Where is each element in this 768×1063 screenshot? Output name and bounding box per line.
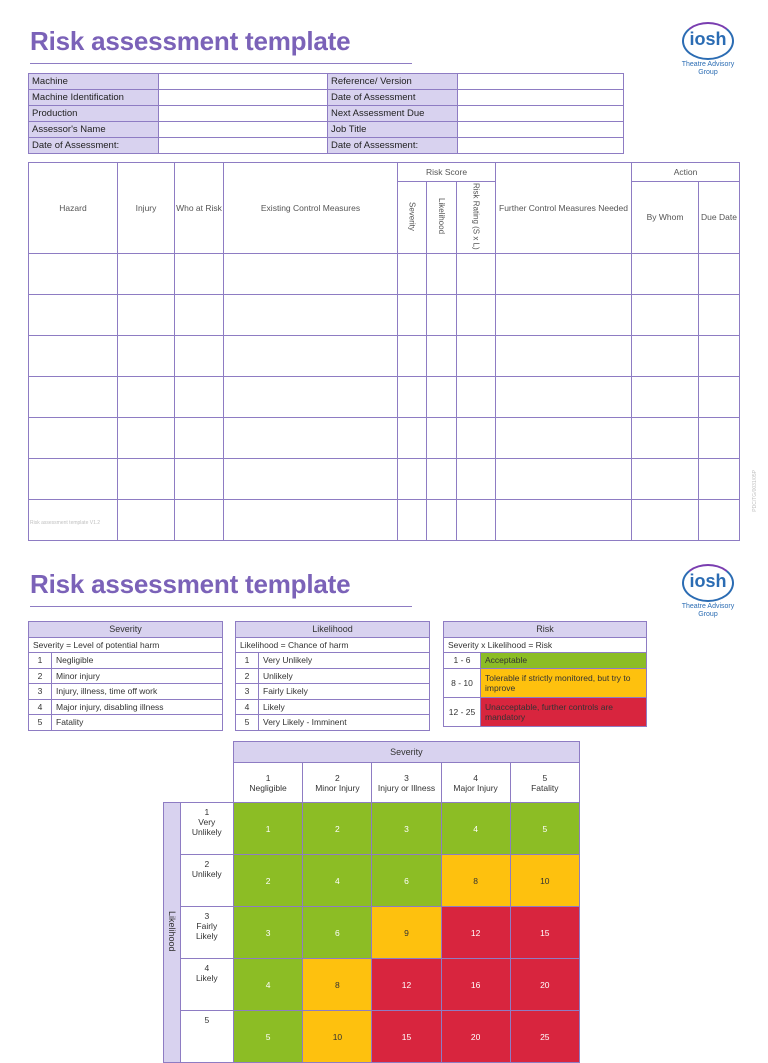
matrix-col-label: Negligible xyxy=(249,782,287,793)
table-cell-input[interactable] xyxy=(175,417,224,458)
table-cell-input[interactable] xyxy=(427,417,457,458)
table-cell-input[interactable] xyxy=(632,376,699,417)
likelihood-legend-title: Likelihood xyxy=(236,622,430,638)
info-label: Production xyxy=(29,106,159,122)
table-cell-input[interactable] xyxy=(632,335,699,376)
matrix-cell: 2 xyxy=(233,855,303,907)
table-cell-input[interactable] xyxy=(699,253,740,294)
table-cell-input[interactable] xyxy=(496,458,632,499)
col-due-date: Due Date xyxy=(699,182,740,254)
table-cell-input[interactable] xyxy=(398,417,427,458)
info-row xyxy=(29,90,624,106)
table-cell-input[interactable] xyxy=(427,376,457,417)
table-cell-input[interactable] xyxy=(29,335,118,376)
table-row xyxy=(29,499,740,540)
severity-num: 5 xyxy=(29,715,52,731)
risk-range: 12 - 25 xyxy=(444,697,481,726)
info-row xyxy=(29,106,624,122)
matrix-col-number: 3 xyxy=(404,772,409,783)
footer-code: PDC/TG/0031/05P xyxy=(752,470,758,512)
matrix-col-label: Major Injury xyxy=(453,782,498,793)
list-item xyxy=(236,684,430,700)
matrix-cell: 5 xyxy=(233,1011,303,1063)
col-risk-rating xyxy=(457,182,496,254)
table-cell-input[interactable] xyxy=(632,294,699,335)
col-hazard: Hazard xyxy=(29,163,118,254)
logo-subtitle xyxy=(678,603,738,619)
table-cell-input[interactable] xyxy=(699,499,740,540)
page-title: Risk assessment template xyxy=(30,26,351,56)
matrix-row-header xyxy=(180,907,233,959)
matrix-cell: 3 xyxy=(233,907,303,959)
severity-definition: Severity = Level of potential harm xyxy=(29,637,223,653)
matrix-cell: 10 xyxy=(510,855,579,907)
severity-num: 1 xyxy=(29,653,52,669)
table-cell-input[interactable] xyxy=(224,376,398,417)
info-value-field[interactable] xyxy=(458,122,624,138)
matrix-col-header xyxy=(510,763,579,803)
likelihood-num: 3 xyxy=(236,684,259,700)
info-label: Date of Assessment xyxy=(328,90,458,106)
matrix-col-label: Minor Injury xyxy=(315,782,360,793)
table-cell-input[interactable] xyxy=(496,294,632,335)
severity-num: 3 xyxy=(29,684,52,700)
table-cell-input[interactable] xyxy=(699,294,740,335)
table-cell-input[interactable] xyxy=(175,335,224,376)
table-cell-input[interactable] xyxy=(29,458,118,499)
table-cell-input[interactable] xyxy=(118,253,175,294)
matrix-row-label: Very Unlikely xyxy=(191,817,222,837)
logo-ring-icon xyxy=(682,22,734,60)
table-cell-input[interactable] xyxy=(118,376,175,417)
table-cell-input[interactable] xyxy=(29,253,118,294)
matrix-cell: 1 xyxy=(233,803,303,855)
table-cell-input[interactable] xyxy=(224,417,398,458)
info-row xyxy=(29,74,624,90)
severity-text: Injury, illness, time off work xyxy=(52,684,223,700)
likelihood-vertical-label: Likelihood xyxy=(166,911,177,952)
table-cell-input[interactable] xyxy=(457,335,496,376)
matrix-row xyxy=(164,1011,580,1063)
table-cell-input[interactable] xyxy=(398,458,427,499)
matrix-row-number: 3 xyxy=(204,911,210,921)
info-label: Date of Assessment: xyxy=(29,138,159,154)
table-cell-input[interactable] xyxy=(118,417,175,458)
table-cell-input[interactable] xyxy=(457,294,496,335)
info-value-field[interactable] xyxy=(159,138,328,154)
matrix-cell: 4 xyxy=(303,855,372,907)
table-cell-input[interactable] xyxy=(29,294,118,335)
matrix-col-number: 4 xyxy=(473,772,478,783)
matrix-col-header xyxy=(441,763,510,803)
table-cell-input[interactable] xyxy=(632,253,699,294)
matrix-corner xyxy=(164,742,234,803)
info-label: Machine xyxy=(29,74,159,90)
table-cell-input[interactable] xyxy=(699,335,740,376)
assessment-info-table xyxy=(28,73,624,154)
table-cell-input[interactable] xyxy=(427,294,457,335)
matrix-row-header xyxy=(180,803,233,855)
risk-matrix xyxy=(163,741,580,1063)
col-severity xyxy=(398,182,427,254)
table-cell-input[interactable] xyxy=(224,253,398,294)
col-likelihood xyxy=(427,182,457,254)
table-cell-input[interactable] xyxy=(457,376,496,417)
table-cell-input[interactable] xyxy=(457,458,496,499)
table-cell-input[interactable] xyxy=(118,499,175,540)
matrix-cell: 8 xyxy=(441,855,510,907)
list-item xyxy=(236,715,430,731)
table-cell-input[interactable] xyxy=(29,376,118,417)
logo-sub-line1: Theatre Advisory xyxy=(681,603,735,610)
risk-text-acceptable: Acceptable xyxy=(481,653,647,669)
likelihood-definition: Likelihood = Chance of harm xyxy=(236,637,430,653)
table-cell-input[interactable] xyxy=(699,458,740,499)
table-cell-input[interactable] xyxy=(398,335,427,376)
risk-range: 1 - 6 xyxy=(444,653,481,669)
table-cell-input[interactable] xyxy=(457,499,496,540)
matrix-cell: 2 xyxy=(303,803,372,855)
list-item xyxy=(236,699,430,715)
matrix-cell: 9 xyxy=(372,907,441,959)
table-cell-input[interactable] xyxy=(427,335,457,376)
hazard-table xyxy=(28,162,740,541)
col-risk-score: Risk Score xyxy=(398,163,496,182)
table-cell-input[interactable] xyxy=(175,458,224,499)
logo-sub-line2: Group xyxy=(698,69,718,76)
matrix-row-label: Fairly Likely xyxy=(195,921,218,941)
logo-ring-icon xyxy=(682,564,734,602)
matrix-cell: 12 xyxy=(372,959,441,1011)
info-value-field[interactable] xyxy=(159,106,328,122)
table-cell-input[interactable] xyxy=(398,376,427,417)
likelihood-num: 1 xyxy=(236,653,259,669)
page-title-2: Risk assessment template xyxy=(30,569,351,599)
table-cell-input[interactable] xyxy=(29,417,118,458)
table-cell-input[interactable] xyxy=(175,253,224,294)
info-value-field[interactable] xyxy=(458,74,624,90)
table-cell-input[interactable] xyxy=(699,417,740,458)
matrix-col-number: 5 xyxy=(542,772,548,783)
matrix-row-number: 4 xyxy=(204,963,210,973)
table-cell-input[interactable] xyxy=(224,499,398,540)
risk-legend xyxy=(443,621,647,727)
matrix-row-number: 5 xyxy=(204,1015,210,1025)
table-cell-input[interactable] xyxy=(496,376,632,417)
likelihood-num: 5 xyxy=(236,715,259,731)
risk-legend-title: Risk xyxy=(444,622,647,638)
matrix-row-number: 2 xyxy=(204,859,210,869)
matrix-severity-title: Severity xyxy=(233,742,579,763)
table-cell-input[interactable] xyxy=(224,294,398,335)
matrix-cell: 15 xyxy=(372,1011,441,1063)
likelihood-legend xyxy=(235,621,430,731)
info-value-field[interactable] xyxy=(159,90,328,106)
table-cell-input[interactable] xyxy=(457,253,496,294)
matrix-cell: 20 xyxy=(510,959,579,1011)
info-label: Assessor's Name xyxy=(29,122,159,138)
matrix-cell: 10 xyxy=(303,1011,372,1063)
list-item xyxy=(236,668,430,684)
likelihood-text: Fairly Likely xyxy=(259,684,430,700)
table-cell-input[interactable] xyxy=(427,253,457,294)
matrix-col-header xyxy=(303,763,372,803)
info-row xyxy=(29,138,624,154)
likelihood-num: 2 xyxy=(236,668,259,684)
table-cell-input[interactable] xyxy=(175,376,224,417)
risk-text-unacceptable: Unacceptable, further controls are mandatory xyxy=(481,697,647,726)
table-cell-input[interactable] xyxy=(496,499,632,540)
likelihood-text: Unlikely xyxy=(259,668,430,684)
likelihood-label: Likelihood xyxy=(437,198,446,235)
list-item xyxy=(29,684,223,700)
logo-sub-line2: Group xyxy=(698,611,718,618)
table-cell-input[interactable] xyxy=(699,376,740,417)
table-cell-input[interactable] xyxy=(632,458,699,499)
matrix-cell: 16 xyxy=(441,959,510,1011)
info-label: Date of Assessment: xyxy=(328,138,458,154)
matrix-row xyxy=(164,959,580,1011)
logo-sub-line1: Theatre Advisory xyxy=(681,61,735,68)
matrix-row xyxy=(164,907,580,959)
matrix-row xyxy=(164,803,580,855)
severity-text: Negligible xyxy=(52,653,223,669)
matrix-cell: 6 xyxy=(303,907,372,959)
iosh-logo-2 xyxy=(678,564,738,619)
severity-text: Major injury, disabling illness xyxy=(52,699,223,715)
info-label: Next Assessment Due xyxy=(328,106,458,122)
table-cell-input[interactable] xyxy=(118,294,175,335)
info-value-field[interactable] xyxy=(458,138,624,154)
title-underline xyxy=(30,63,412,64)
info-value-field[interactable] xyxy=(159,74,328,90)
severity-text: Minor injury xyxy=(52,668,223,684)
risk-rating-label: Risk Rating (S x L) xyxy=(471,183,481,250)
matrix-col-number: 1 xyxy=(265,772,271,783)
logo-text: iosh xyxy=(689,571,727,591)
matrix-cell: 5 xyxy=(510,803,579,855)
table-cell-input[interactable] xyxy=(175,499,224,540)
list-item xyxy=(444,653,647,669)
table-row xyxy=(29,294,740,335)
col-injury: Injury xyxy=(118,163,175,254)
likelihood-num: 4 xyxy=(236,699,259,715)
matrix-row-header xyxy=(180,855,233,907)
list-item xyxy=(444,697,647,726)
logo-subtitle xyxy=(678,61,738,77)
matrix-cell: 8 xyxy=(303,959,372,1011)
table-cell-input[interactable] xyxy=(427,499,457,540)
matrix-row-label: Unlikely xyxy=(191,869,222,879)
matrix-row-header xyxy=(180,1011,233,1063)
table-cell-input[interactable] xyxy=(496,253,632,294)
severity-legend-title: Severity xyxy=(29,622,223,638)
col-who-at-risk: Who at Risk xyxy=(175,163,224,254)
matrix-cell: 25 xyxy=(510,1011,579,1063)
table-cell-input[interactable] xyxy=(118,335,175,376)
risk-matrix-table xyxy=(163,741,580,1063)
risk-text-tolerable: Tolerable if strictly monitored, but try to improve xyxy=(481,668,647,697)
severity-num: 2 xyxy=(29,668,52,684)
matrix-row-label: Likely xyxy=(195,973,218,983)
matrix-col-label: Injury or Illness xyxy=(377,782,436,793)
matrix-col-header xyxy=(372,763,441,803)
info-row xyxy=(29,122,624,138)
matrix-col-label: Fatality xyxy=(531,782,559,793)
matrix-row-number: 1 xyxy=(204,807,210,817)
matrix-col-header xyxy=(233,763,303,803)
matrix-cell: 6 xyxy=(372,855,441,907)
table-cell-input[interactable] xyxy=(398,294,427,335)
list-item xyxy=(29,653,223,669)
table-row xyxy=(29,253,740,294)
matrix-cell: 4 xyxy=(233,959,303,1011)
info-value-field[interactable] xyxy=(159,122,328,138)
list-item xyxy=(29,699,223,715)
matrix-row-header xyxy=(180,959,233,1011)
list-item xyxy=(29,668,223,684)
matrix-col-number: 2 xyxy=(335,772,340,783)
info-label: Machine Identification xyxy=(29,90,159,106)
likelihood-text: Likely xyxy=(259,699,430,715)
table-cell-input[interactable] xyxy=(398,253,427,294)
risk-range: 8 - 10 xyxy=(444,668,481,697)
risk-definition: Severity x Likelihood = Risk xyxy=(444,637,647,653)
list-item xyxy=(444,668,647,697)
info-value-field[interactable] xyxy=(458,106,624,122)
table-cell-input[interactable] xyxy=(175,294,224,335)
col-by-whom: By Whom xyxy=(632,182,699,254)
table-cell-input[interactable] xyxy=(496,417,632,458)
matrix-row xyxy=(164,855,580,907)
table-cell-input[interactable] xyxy=(427,458,457,499)
hazard-header-row xyxy=(29,163,740,182)
table-cell-input[interactable] xyxy=(398,499,427,540)
title-underline-2 xyxy=(30,606,412,607)
table-cell-input[interactable] xyxy=(457,417,496,458)
col-existing-controls: Existing Control Measures xyxy=(224,163,398,254)
severity-num: 4 xyxy=(29,699,52,715)
matrix-cell: 20 xyxy=(441,1011,510,1063)
info-value-field[interactable] xyxy=(458,90,624,106)
table-cell-input[interactable] xyxy=(224,335,398,376)
matrix-cell: 12 xyxy=(441,907,510,959)
likelihood-text: Very Unlikely xyxy=(259,653,430,669)
col-action: Action xyxy=(632,163,740,182)
table-row xyxy=(29,376,740,417)
table-row xyxy=(29,335,740,376)
iosh-logo xyxy=(678,22,738,77)
matrix-cell: 3 xyxy=(372,803,441,855)
list-item xyxy=(236,653,430,669)
footer-version: Risk assessment template V1.2 xyxy=(30,520,101,526)
table-cell-input[interactable] xyxy=(496,335,632,376)
severity-label: Severity xyxy=(407,201,417,231)
table-cell-input[interactable] xyxy=(632,499,699,540)
info-label: Reference/ Version xyxy=(328,74,458,90)
logo-text: iosh xyxy=(689,29,727,49)
matrix-cell: 4 xyxy=(441,803,510,855)
table-row xyxy=(29,417,740,458)
matrix-cell: 15 xyxy=(510,907,579,959)
severity-legend xyxy=(28,621,223,731)
likelihood-text: Very Likely - Imminent xyxy=(259,715,430,731)
table-cell-input[interactable] xyxy=(632,417,699,458)
col-further-controls: Further Control Measures Needed xyxy=(496,163,632,254)
severity-text: Fatality xyxy=(52,715,223,731)
table-row xyxy=(29,458,740,499)
list-item xyxy=(29,715,223,731)
table-cell-input[interactable] xyxy=(224,458,398,499)
table-cell-input[interactable] xyxy=(118,458,175,499)
info-label: Job Title xyxy=(328,122,458,138)
